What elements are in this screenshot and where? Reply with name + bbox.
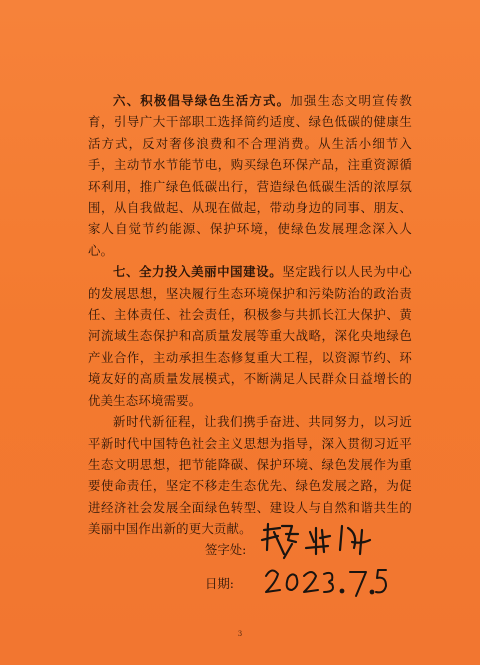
paragraph-body: 坚定践行以人民为中心的发展思想，坚决履行生态环境保护和污染防治的政治责任、主体责任、社会责任，积极参与共抓长江大保护、黄河流域生态保护和高质量发展等重大战略，深化央地绿色产业合作，主动承担生态修复重大工程，以资源节约、环境友好的高质量发展模式，不断满足人民群众日益增长的优美生态环境需要。 bbox=[88, 264, 413, 408]
handwritten-date bbox=[262, 562, 392, 598]
page-number: 3 bbox=[237, 630, 243, 638]
paragraph-six bbox=[88, 90, 412, 261]
body-text bbox=[88, 90, 412, 540]
paragraph-seven bbox=[88, 261, 412, 411]
signature-label: 签字处: bbox=[205, 542, 247, 557]
paragraph-body: 新时代新征程，让我们携手奋进、共同努力，以习近平新时代中国特色社会主义思想为指导，深入贯彻习近平生态文明思想，把节能降碳、保护环境、绿色发展作为重要使命责任，坚定不移走生态优先、绿色发展之路，为促进经济社会发展全面绿色转型、建设人与自然和谐共生的美丽中国作出新的更大贡献。 bbox=[88, 414, 412, 537]
paragraph-heading: 六、积极倡导绿色生活方式。 bbox=[113, 93, 291, 108]
date-label: 日期: bbox=[205, 576, 234, 591]
paragraph-heading: 七、全力投入美丽中国建设。 bbox=[113, 264, 283, 280]
paragraph-body: 加强生态文明宣传教育，引导广大干部职工选择简约适度、绿色低碳的健康生活方式，反对奢侈浪费和不合理消费。从生活小细节入手，主动节水节能节电，购买绿色环保产品，注重资源循环利用，推广绿色低碳出行，营造绿色低碳生活的浓厚氛围，从自我做起、从现在做起，带动身边的同事、朋友、家人自觉节约能源、保护环境，使绿色发展理念深入人心。 bbox=[88, 93, 412, 258]
handwritten-signature bbox=[258, 520, 378, 560]
